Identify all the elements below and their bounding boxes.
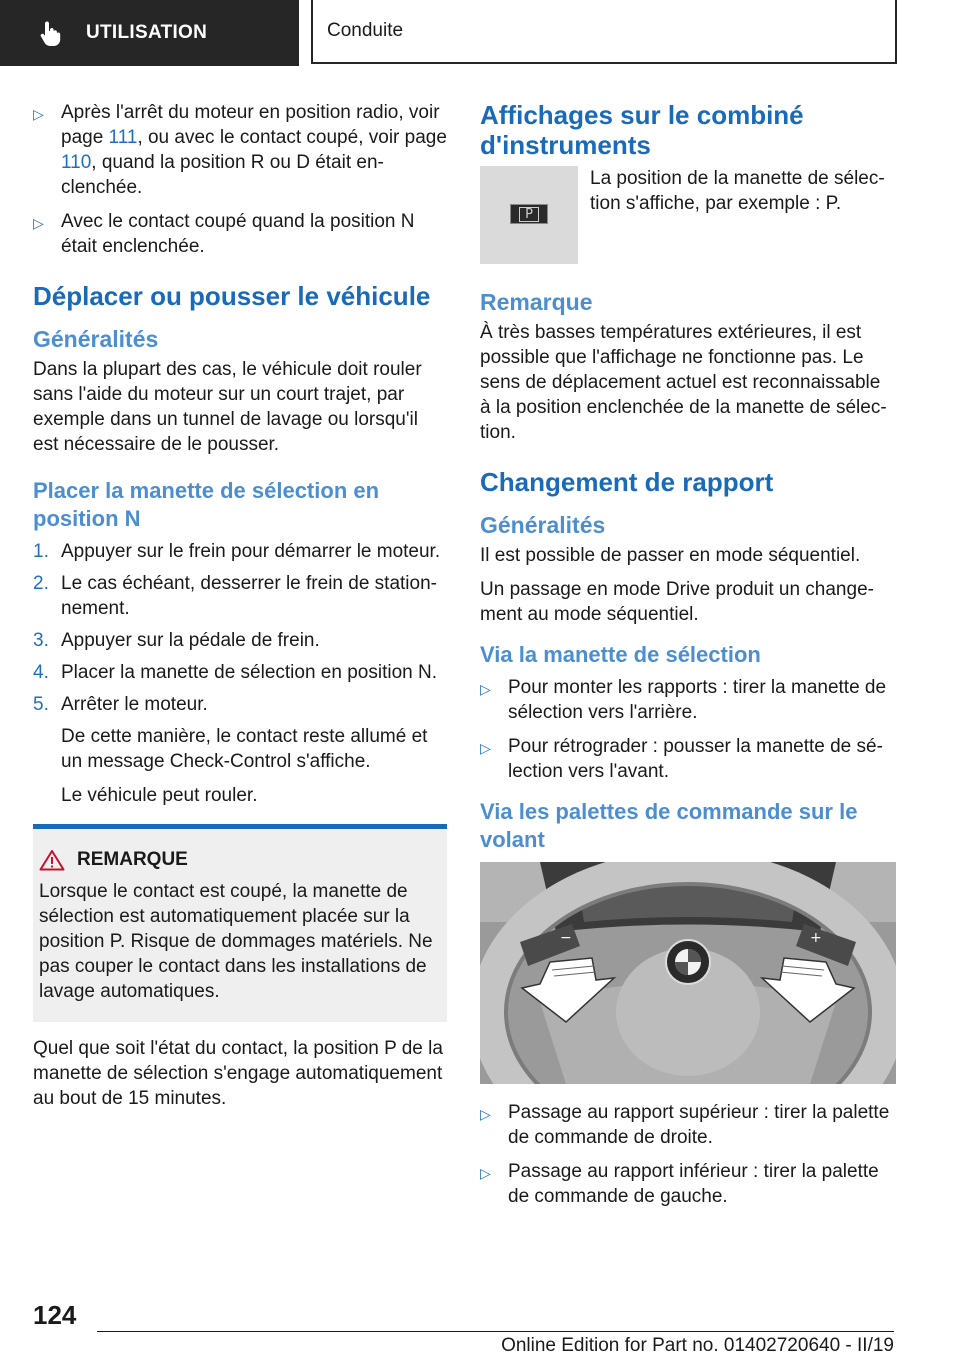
- header-chapter-label: Conduite: [327, 20, 404, 41]
- step-note: Le véhicule peut rouler.: [61, 785, 258, 806]
- triangle-bullet-icon: ▷: [33, 215, 44, 231]
- warning-text: Lorsque le contact est coupé, la manette de sélection est automatiquement placée sur la position P. Risque de dommages matériels. Ne pas couper le contact dans les installations de lavage automatiques.: [39, 881, 433, 1002]
- heading-general: Généralités: [480, 512, 606, 538]
- list-item: ▷ Pour rétrograder : pousser la manette de sélection vers l'avant.: [480, 736, 883, 782]
- steering-wheel-image: [480, 862, 896, 1084]
- steps-list: [33, 539, 447, 717]
- triangle-bullet-icon: ▷: [480, 1106, 491, 1122]
- triangle-bullet-icon: ▷: [480, 740, 491, 756]
- list-item: 5. Arrêter le moteur.: [33, 694, 208, 715]
- list-item: 1. Appuyer sur le frein pour démarrer le moteur.: [33, 541, 441, 562]
- display-text: La position de la manette de sélection s'affiche, par exemple : P.: [590, 168, 885, 214]
- heading-general: Généralités: [33, 326, 159, 352]
- triangle-bullet-icon: ▷: [480, 1165, 491, 1181]
- heading-instrument-display: Affichages sur le combiné d'instruments: [480, 100, 804, 160]
- list-item: 4. Placer la manette de sélection en position N.: [33, 662, 437, 683]
- header-chapter-tab: [311, 0, 897, 64]
- list-item: ▷ Passage au rapport inférieur : tirer la palette de commande de gauche.: [480, 1161, 879, 1207]
- header-section-tab: [0, 0, 299, 66]
- paragraph-remark: À très basses températures extérieures, il est possible que l'affichage ne fonctionne pas. Le sens de déplacement actuel est reconnaissable à la position enclenchée de la manette de sélection.: [480, 322, 887, 443]
- warning-box: [33, 824, 447, 1022]
- left-column: [33, 100, 447, 1120]
- warning-title: REMARQUE: [39, 849, 439, 871]
- heading-via-selector: Via la manette de sélection: [480, 642, 761, 667]
- triangle-bullet-icon: ▷: [33, 106, 44, 122]
- paddle-minus-label: −: [560, 930, 572, 946]
- list-item: 3. Appuyer sur la pédale de frein.: [33, 630, 320, 651]
- paragraph-final: Quel que soit l'état du contact, la position P de la manette de sélection s'engage automatiquement au bout de 15 minutes.: [33, 1038, 443, 1109]
- heading-move-vehicle: Déplacer ou pousser le véhicule: [33, 281, 431, 311]
- paragraph-general-1: Il est possible de passer en mode séquentiel.: [480, 545, 861, 566]
- heading-remark: Remarque: [480, 289, 593, 315]
- bullet-text: Avec le contact coupé quand la position N était enclenchée.: [61, 211, 415, 257]
- warning-triangle-icon: [39, 849, 65, 871]
- heading-gear-change: Changement de rapport: [480, 467, 774, 497]
- page-link-110[interactable]: 110: [61, 152, 92, 173]
- bullet-text: Après l'arrêt du moteur en position radio, voir page 111, ou avec le contact coupé, voir page 110, quand la position R ou D était enclenchée.: [61, 102, 447, 198]
- list-item: [33, 100, 447, 200]
- instrument-cluster-image: [480, 166, 578, 264]
- list-item: 2. Le cas échéant, desserrer le frein de stationnement.: [33, 573, 437, 619]
- gear-position-indicator: [510, 204, 548, 224]
- paddle-plus-label: +: [810, 930, 822, 946]
- hand-pointer-icon: [40, 20, 62, 46]
- heading-via-paddles: Via les palettes de commande sur le volant: [480, 799, 858, 852]
- paragraph-general-2: Un passage en mode Drive produit un changement au mode séquentiel.: [480, 579, 874, 625]
- display-example: [480, 166, 896, 264]
- step-note: De cette manière, le contact reste allumé et un message Check-Control s'affiche.: [61, 726, 428, 772]
- gear-p-symbol: P: [519, 207, 539, 222]
- paragraph-general: Dans la plupart des cas, le véhicule doit rouler sans l'aide du moteur sur un court trajet, par exemple dans un tunnel de lavage ou lorsqu'il est nécessaire de le pousser.: [33, 359, 422, 455]
- right-column: [480, 100, 896, 1218]
- list-item: ▷ Pour monter les rapports : tirer la manette de sélection vers l'arrière.: [480, 677, 887, 723]
- page-link-111[interactable]: 111: [108, 127, 138, 148]
- page-number: 124: [33, 1300, 77, 1330]
- triangle-bullet-icon: ▷: [480, 681, 491, 697]
- footer-divider: [97, 1331, 894, 1332]
- list-item: [33, 209, 447, 259]
- footer-edition: Online Edition for Part no. 01402720640 - II/19: [501, 1335, 894, 1356]
- header-section-label: UTILISATION: [86, 22, 208, 43]
- list-item: ▷ Passage au rapport supérieur : tirer la palette de commande de droite.: [480, 1102, 890, 1148]
- heading-place-selector-n: Placer la manette de sélection en position N: [33, 478, 380, 531]
